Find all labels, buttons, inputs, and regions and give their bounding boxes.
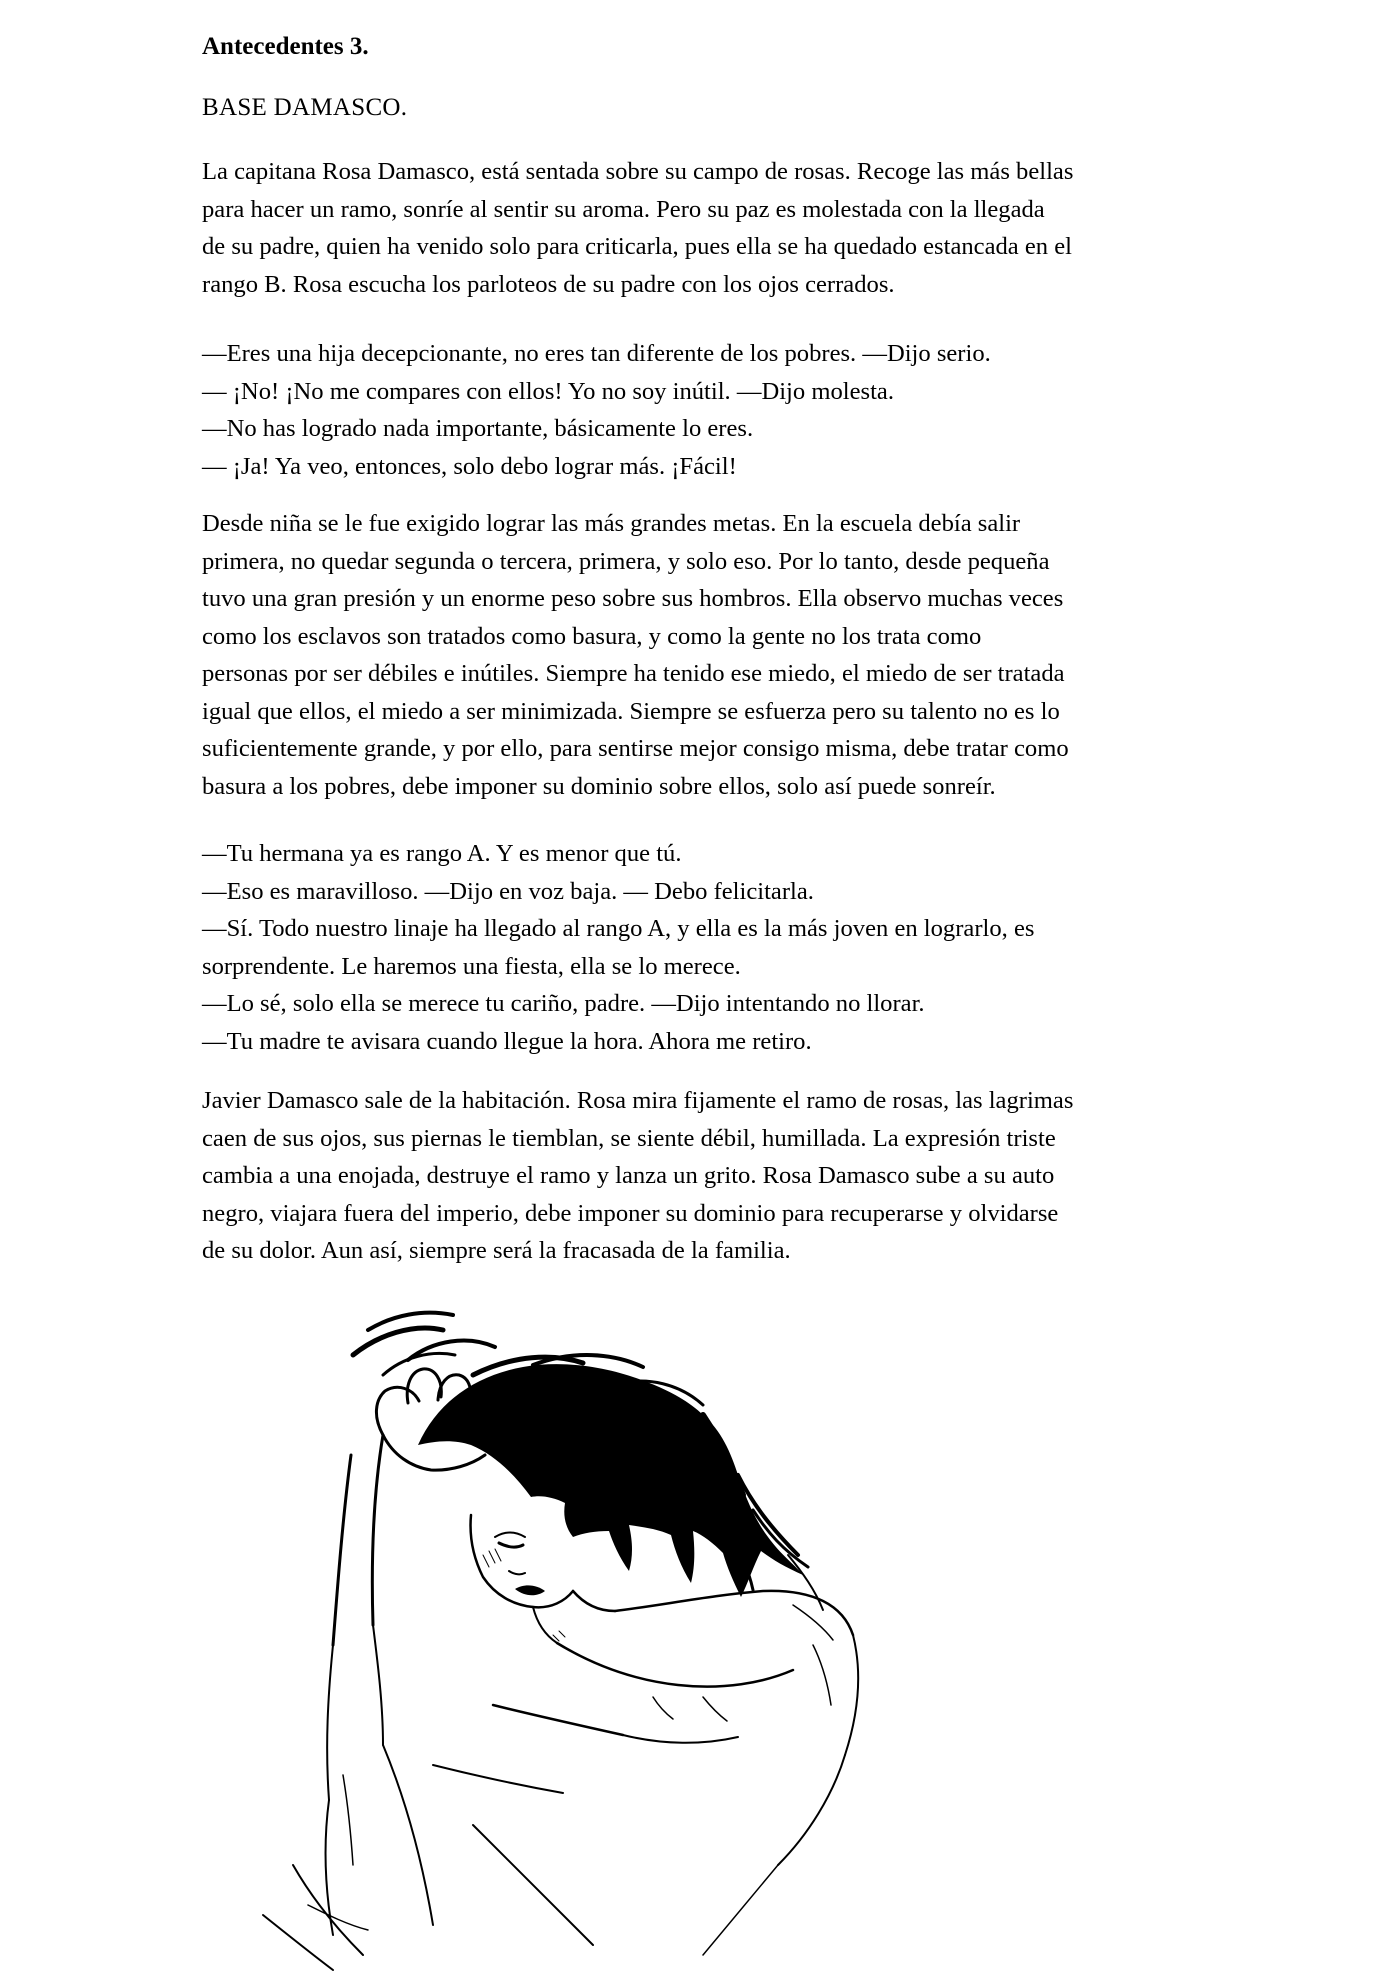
text-line: caen de sus ojos, sus piernas le tiemblan, se siente débil, humillada. La expresión triste bbox=[202, 1124, 1056, 1152]
text-line: personas por ser débiles e inútiles. Siempre ha tenido ese miedo, el miedo de ser tratada bbox=[202, 660, 1065, 687]
dialogue-line: — ¡No! ¡No me compares con ellos! Yo no soy inútil. —Dijo molesta. bbox=[202, 377, 894, 405]
dialogue-line: —No has logrado nada importante, básicamente lo eres. bbox=[202, 415, 754, 442]
dialogue-line: —Eres una hija decepcionante, no eres tan diferente de los pobres. —Dijo serio. bbox=[202, 340, 991, 367]
text-line: negro, viajara fuera del imperio, debe imponer su dominio para recuperarse y olvidarse bbox=[202, 1199, 1059, 1227]
dialogue-line: sorprendente. Le haremos una fiesta, ella se lo merece. bbox=[202, 952, 741, 980]
paragraph-3 bbox=[202, 1082, 1212, 1270]
dialogue-line: —Eso es maravilloso. —Dijo en voz baja. — Debo felicitarla. bbox=[202, 877, 814, 905]
text-line: cambia a una enojada, destruye el ramo y lanza un grito. Rosa Damasco sube a su auto bbox=[202, 1162, 1055, 1189]
text-line: Javier Damasco sale de la habitación. Rosa mira fijamente el ramo de rosas, las lagrimas bbox=[202, 1087, 1074, 1114]
paragraph-2 bbox=[202, 505, 1212, 805]
dialogue-block-2 bbox=[202, 835, 1212, 1060]
dialogue-line: —Sí. Todo nuestro linaje ha llegado al rango A, y ella es la más joven en lograrlo, es bbox=[202, 915, 1035, 942]
dialogue-line: —Tu hermana ya es rango A. Y es menor que tú. bbox=[202, 840, 682, 867]
text-line: igual que ellos, el miedo a ser minimizada. Siempre se esfuerza pero su talento no es lo bbox=[202, 697, 1060, 725]
dialogue-line: —Lo sé, solo ella se merece tu cariño, padre. —Dijo intentando no llorar. bbox=[202, 990, 925, 1017]
section-subheading: BASE DAMASCO. bbox=[202, 94, 408, 121]
text-line: suficientemente grande, y por ello, para sentirse mejor consigo misma, debe tratar como bbox=[202, 735, 1069, 762]
paragraph-1 bbox=[202, 153, 1212, 303]
text-line: tuvo una gran presión y un enorme peso sobre sus hombros. Ella observo muchas veces bbox=[202, 585, 1064, 612]
text-line: para hacer un ramo, sonríe al sentir su aroma. Pero su paz es molestada con la llegada bbox=[202, 195, 1045, 223]
text-line: basura a los pobres, debe imponer su dominio sobre ellos, solo así puede sonreír. bbox=[202, 772, 996, 800]
section-heading: Antecedentes 3. bbox=[202, 33, 369, 60]
text-line: La capitana Rosa Damasco, está sentada sobre su campo de rosas. Recoge las más bellas bbox=[202, 158, 1074, 185]
dialogue-line: — ¡Ja! Ya veo, entonces, solo debo lograr más. ¡Fácil! bbox=[202, 452, 737, 480]
dialogue-line: —Tu madre te avisara cuando llegue la hora. Ahora me retiro. bbox=[202, 1027, 812, 1055]
text-line: primera, no quedar segunda o tercera, primera, y solo eso. Por lo tanto, desde pequeña bbox=[202, 547, 1050, 575]
text-line: de su padre, quien ha venido solo para criticarla, pues ella se ha quedado estancada en el bbox=[202, 233, 1072, 260]
dialogue-block-1 bbox=[202, 335, 1212, 485]
text-line: de su dolor. Aun así, siempre será la fracasada de la familia. bbox=[202, 1237, 791, 1264]
text-line: como los esclavos son tratados como basura, y como la gente no los trata como bbox=[202, 622, 982, 650]
text-line: Desde niña se le fue exigido lograr las más grandes metas. En la escuela debía salir bbox=[202, 510, 1021, 537]
sketch-of-woman-holding-head-icon bbox=[233, 1305, 1063, 1975]
text-line: rango B. Rosa escucha los parloteos de su padre con los ojos cerrados. bbox=[202, 270, 895, 298]
